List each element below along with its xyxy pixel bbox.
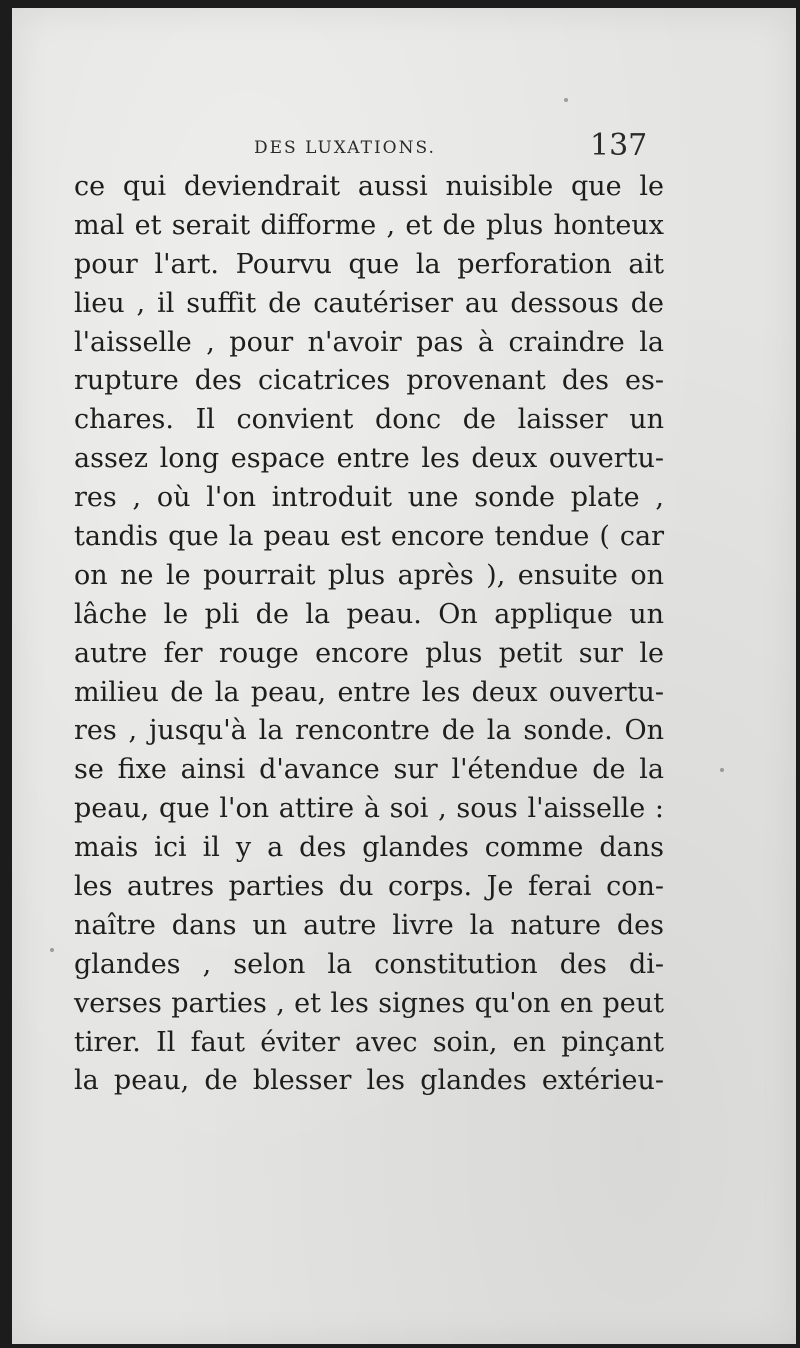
text-line: ce qui deviendrait aussi nuisible que le [74,171,664,202]
text-line: se fixe ainsi d'avance sur l'étendue de la [74,754,664,786]
text-line: lieu , il suffit de cautériser au dessous de [74,287,664,319]
paper-speck [50,948,54,952]
text-line: la peau, de blesser les glandes extérieu- [74,1065,664,1097]
text-line: pour l'art. Pourvu que la perforation ait [74,248,664,280]
paper-speck [720,768,724,772]
text-line: peau, que l'on attire à soi , sous l'aisselle : [74,793,664,825]
text-line: autre fer rouge encore plus petit sur le [74,637,664,669]
text-line: on ne le pourrait plus après ), ensuite on [74,559,664,591]
text-line: tirer. Il faut éviter avec soin, en pinçant [74,1026,664,1058]
text-line: rupture des cicatrices provenant des es- [74,365,664,397]
text-line: lâche le pli de la peau. On applique un [74,598,664,630]
text-line: res , jusqu'à la rencontre de la sonde. On [74,715,664,747]
text-line: chares. Il convient donc de laisser un [74,404,664,436]
text-line: tandis que la peau est encore tendue ( car [74,521,664,553]
text-line: milieu de la peau, entre les deux ouvertu- [74,676,664,708]
text-line: naître dans un autre livre la nature des [74,909,664,941]
running-title: DES LUXATIONS. [254,138,436,158]
page-number: 137 [590,128,648,163]
text-line: glandes , selon la constitution des di- [74,948,664,980]
text-line: mais ici il y a des glandes comme dans [74,832,664,864]
text-line: mal et serait difforme , et de plus honteux [74,209,664,241]
text-line: verses parties , et les signes qu'on en peut [74,987,664,1019]
text-line: assez long espace entre les deux ouvertu- [74,443,664,475]
text-line: res , où l'on introduit une sonde plate , [74,482,664,514]
paper-speck [564,98,568,102]
page-header [12,126,796,170]
book-page [12,8,796,1344]
body-text [74,168,664,1101]
text-line: les autres parties du corps. Je ferai con- [74,871,664,903]
text-line: l'aisselle , pour n'avoir pas à craindre la [74,326,664,358]
